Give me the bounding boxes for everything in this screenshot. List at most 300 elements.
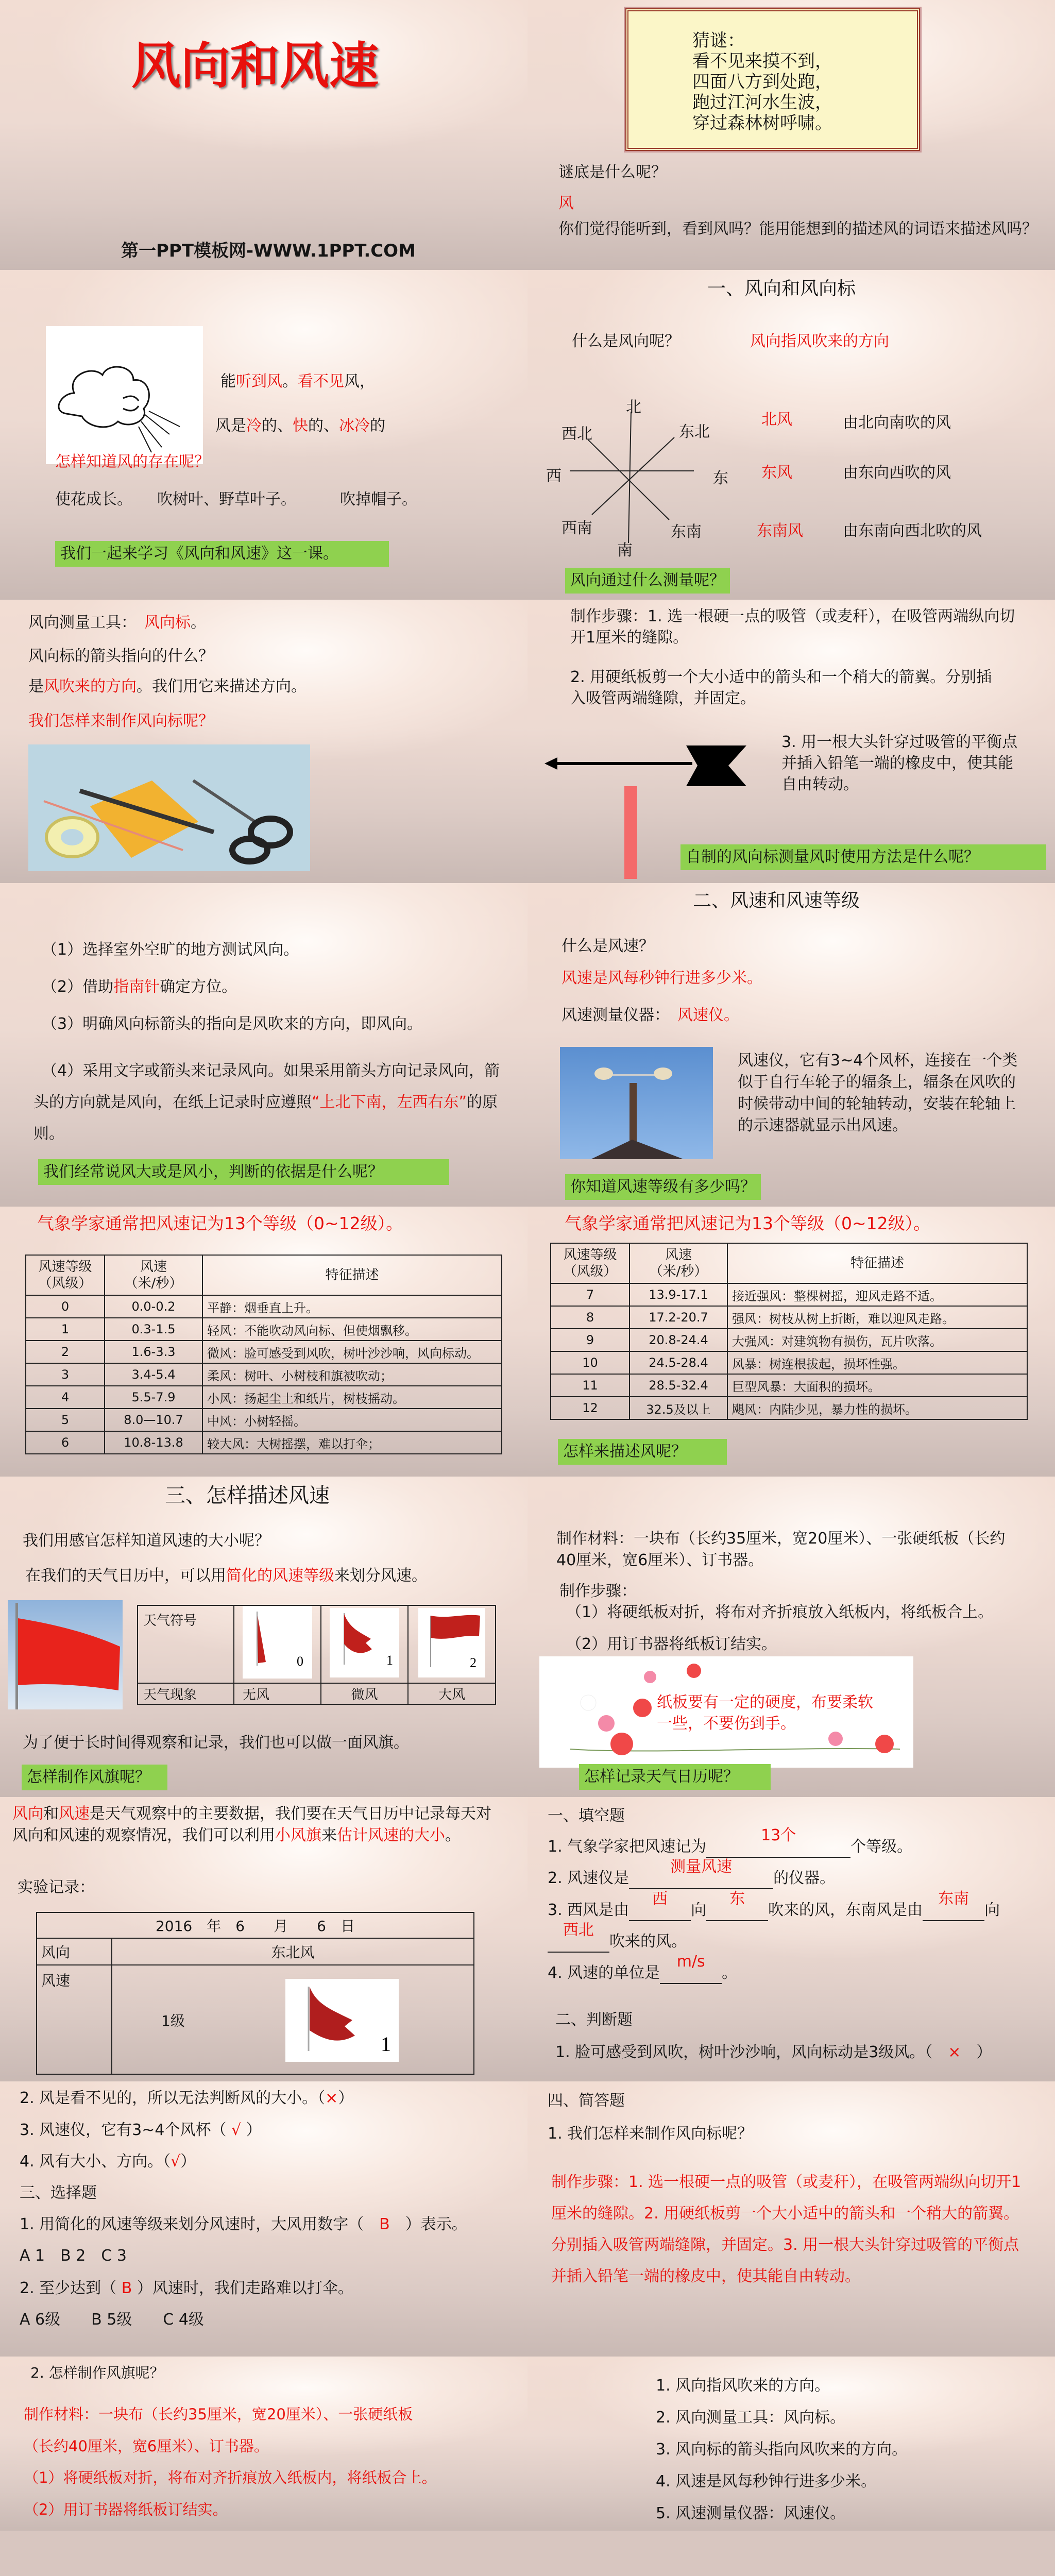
wind-scale-table xyxy=(550,1243,1028,1420)
phenomenon-label: 天气现象 xyxy=(138,1683,234,1704)
text-segment: 吹来的风，东南风是由 xyxy=(768,1901,923,1919)
direction-value: 东北风 xyxy=(112,1938,474,1965)
wind-direction-question: 什么是风向呢？ xyxy=(572,332,680,350)
wind-existence-question: 怎样知道风的存在呢？ xyxy=(55,453,210,471)
summary-item: 4. 风速是风每秒钟行进多少米。 xyxy=(656,2472,877,2490)
feature-cell: 小风：扬起尘土和纸片，树枝摇动。 xyxy=(202,1386,502,1409)
wind-cloud-illustration xyxy=(46,326,203,464)
text-segment: ） xyxy=(961,2043,992,2061)
level-name: 无风 xyxy=(234,1683,321,1704)
wind-hearing-line xyxy=(220,372,375,392)
wind-level-cell: 2 xyxy=(26,1341,105,1363)
slide-1-title[interactable] xyxy=(0,0,528,270)
short-answer-text: 制作步骤：1. 选一根硬一点的吸管（或麦秆），在吸管两端纵向切开1厘米的缝隙。2. 用硬纸板剪一个大小适中的箭头和一个稍大的箭翼。分别插入吸管两端缝隙，并固定。3. 用一根大头针穿过吸管的平衡点并插入铅笔一端的橡皮中，使其能自由转动。 xyxy=(551,2173,1022,2285)
make-step-3: 3. 用一根大头针穿过吸管的平衡点并插入铅笔一端的橡皮中，使其能自由转动。 xyxy=(781,733,1018,793)
wind-description: 由北向南吹的风 xyxy=(843,414,951,432)
compass-south: 南 xyxy=(617,541,633,560)
wind-speed-cell: 1.6-3.3 xyxy=(105,1341,202,1363)
riddle-question: 谜底是什么呢？ xyxy=(558,163,667,181)
text-segment: 风速测量仪器： xyxy=(561,1006,677,1024)
feature-cell: 风暴：树连根拔起，损坏性强。 xyxy=(727,1351,1027,1374)
summary-item: 1. 风向指风吹来的方向。 xyxy=(656,2377,830,2395)
text-segment: A 1 B 2 C 3 xyxy=(20,2247,127,2265)
wind-level-cell: 4 xyxy=(26,1386,105,1409)
calendar-callout: 怎样记录天气日历呢？ xyxy=(579,1764,771,1790)
short-answer-question: 1. 我们怎样来制作风向标呢？ xyxy=(548,2125,753,2143)
record-date xyxy=(37,1912,474,1938)
highlight-text: 估计风速的大小 xyxy=(337,1826,445,1844)
record-label: 实验记录： xyxy=(18,1878,95,1896)
blank-answer: m/s xyxy=(676,1953,705,1971)
make-step-2: 2. 用硬纸板剪一个大小适中的箭头和一个稍大的箭翼。分别插入吸管两端缝隙，并固定。 xyxy=(570,668,992,707)
wind-effect: 使花成长。 xyxy=(55,490,132,509)
highlight-text: √ xyxy=(231,2121,242,2139)
flag-strong-wind-icon xyxy=(418,1608,485,1677)
wind-speed-cell: 20.8-24.4 xyxy=(629,1329,727,1351)
wind-name: 东风 xyxy=(761,464,792,482)
highlight-text: × xyxy=(948,2043,961,2061)
flag-tip: 纸板要有一定的硬度，布要柔软一些，不要伤到手。 xyxy=(657,1693,873,1733)
text-segment: ）风速时，我们走路难以打伞。 xyxy=(132,2279,353,2297)
flag-answer-line: （1）将硬纸板对折，将布对齐折痕放入纸板内，将纸板合上。 xyxy=(24,2469,437,2486)
riddle-line: 看不见来摸不到， xyxy=(692,51,832,72)
slide-13-weather-record[interactable] xyxy=(0,1797,528,2081)
compass-rose xyxy=(528,270,1055,600)
wind-level-cell: 1 xyxy=(26,1318,105,1341)
wind-speed-cell: 13.9-17.1 xyxy=(629,1283,727,1306)
highlight-text: 冷 xyxy=(246,417,262,435)
feature-cell: 强风：树枝从树上折断，难以迎风走路。 xyxy=(727,1306,1027,1329)
exercise-line xyxy=(20,2215,467,2234)
flag-question: 2. 怎样制作风旗呢？ xyxy=(30,2364,164,2381)
wind-level-cell: 5 xyxy=(26,1409,105,1431)
text-segment: 1. 脸可感受到风吹，树叶沙沙响，风向标动是3级风。（ xyxy=(555,2043,948,2061)
text-segment: 的、 xyxy=(308,417,339,435)
highlight-text: “上北下南，左西右东” xyxy=(312,1093,467,1111)
flag-step: （1）将硬纸板对折，将布对齐折痕放入纸板内，将纸板合上。 xyxy=(566,1603,994,1621)
date-year: 2016 xyxy=(155,1918,193,1935)
answer-blank xyxy=(629,1890,691,1921)
wind-speed-definition: 风速是风每秒钟行进多少米。 xyxy=(561,969,762,987)
wind-level-cell: 10 xyxy=(551,1351,629,1374)
wind-description: 由东向西吹的风 xyxy=(843,464,951,482)
wind-level-cell: 7 xyxy=(551,1283,629,1306)
feature-cell: 巨型风暴：大面积的损坏。 xyxy=(727,1374,1027,1397)
highlight-text: B xyxy=(379,2215,390,2233)
column-header: 风速 （米/秒） xyxy=(629,1243,727,1283)
text-segment: 在我们的天气日历中，可以用 xyxy=(25,1567,226,1585)
feature-cell: 较大风：大树摇摆，难以打伞； xyxy=(202,1431,502,1454)
answer-blank xyxy=(660,1953,722,1984)
exercise-line xyxy=(20,2183,97,2203)
text-segment: 的仪器。 xyxy=(773,1869,836,1887)
wind-speed-cell: 17.2-20.7 xyxy=(629,1306,727,1329)
feature-cell: 中风：小树轻摇。 xyxy=(202,1409,502,1431)
flag-level-1-icon xyxy=(285,1979,399,2062)
wind-level-cell: 0 xyxy=(26,1295,105,1318)
highlight-text: 指南针 xyxy=(113,978,160,996)
slide-7-usage-steps[interactable] xyxy=(0,883,528,1207)
exercise-line xyxy=(20,2246,127,2266)
blank-answer: 东 xyxy=(729,1890,745,1908)
text-segment: 3. 西风是由 xyxy=(548,1901,629,1919)
level-name: 微风 xyxy=(321,1683,408,1704)
section-heading: 一、风向和风向标 xyxy=(707,278,856,299)
fill-item xyxy=(548,1858,836,1889)
highlight-text: 风速 xyxy=(59,1805,90,1823)
wind-speed-cell: 0.0-0.2 xyxy=(105,1295,202,1318)
scale-title: 气象学家通常把风速记为13个等级（0~12级）。 xyxy=(565,1213,931,1233)
highlight-text: 听到风 xyxy=(236,372,282,391)
text-segment: ） xyxy=(180,2153,196,2171)
wind-speed-cell: 10.8-13.8 xyxy=(105,1431,202,1454)
text-segment: 能 xyxy=(220,372,236,391)
feature-cell: 平静：烟垂直上升。 xyxy=(202,1295,502,1318)
highlight-text: 风吹来的方向 xyxy=(44,677,137,696)
usage-step xyxy=(42,940,299,960)
wind-scale-table xyxy=(25,1255,502,1454)
fill-item xyxy=(548,1953,738,1984)
wind-level-cell: 3 xyxy=(26,1363,105,1386)
text-segment: （2）借助 xyxy=(42,978,114,996)
highlight-text: 风向标 xyxy=(144,614,191,632)
riddle-title: 猜谜： xyxy=(692,30,745,51)
wind-speed-cell: 3.4-5.4 xyxy=(105,1363,202,1386)
date-year-unit: 年 xyxy=(207,1918,222,1935)
text-segment: （4）采用文字或箭头来记录风向。如果采用箭头方向记录风向，箭头的方向就是风向，在纸上记录时应遵照 xyxy=(33,1062,500,1111)
describe-callout: 怎样来描述风呢？ xyxy=(558,1439,727,1465)
text-segment: （3）明确风向标箭头的指向是风吹来的方向，即风向。 xyxy=(42,1015,423,1033)
fill-item xyxy=(548,1890,1000,1921)
slide-14-exercises-fill[interactable] xyxy=(528,1797,1055,2081)
table-row xyxy=(551,1351,1027,1374)
wind-vane-arrow-icon xyxy=(528,600,1055,883)
compass-west: 西 xyxy=(546,467,561,485)
column-header: 风速 （米/秒） xyxy=(105,1255,202,1295)
highlight-text: 冰冷 xyxy=(339,417,370,435)
highlight-text: 简化的风速等级 xyxy=(226,1567,334,1585)
wind-speed-cell: 28.5-32.4 xyxy=(629,1374,727,1397)
feature-cell: 柔风：树叶、小树枝和旗被吹动； xyxy=(202,1363,502,1386)
anemometer-description: 风速仪，它有3~4个风杯，连接在一个类似于自行车轮子的辐条上，辐条在风吹的时候带动中间的轮轴转动，安装在轮轴上的示速器就显示出风速。 xyxy=(738,1052,1018,1134)
table-row xyxy=(26,1363,502,1386)
flag-answer-line: 制作材料：一块布（长约35厘米，宽20厘米）、一张硬纸板 xyxy=(24,2405,413,2423)
wind-effect: 吹树叶、野草叶子。 xyxy=(157,490,296,509)
discussion-prompt: 你们觉得能听到，看到风吗？能用能想到的描述风的词语来描述风吗？ xyxy=(558,220,1037,238)
fill-item xyxy=(548,1826,913,1858)
direction-label: 风向 xyxy=(37,1938,112,1965)
compass-northwest: 西北 xyxy=(561,425,592,443)
flag-answer-line: （2）用订书器将纸板订结实。 xyxy=(24,2501,228,2518)
text-segment: 来 xyxy=(321,1826,337,1844)
steps-label: 制作步骤： xyxy=(559,1582,637,1600)
answer-blank xyxy=(548,1921,609,1953)
flag-light-wind-icon xyxy=(330,1608,399,1677)
blank-answer: 西 xyxy=(652,1890,668,1908)
feature-cell: 大强风：对建筑物有损伤，瓦片吹落。 xyxy=(727,1329,1027,1351)
judge-heading: 二、判断题 xyxy=(555,2011,633,2029)
slide-12-make-flag[interactable] xyxy=(528,1477,1055,1797)
slide-15-exercises-choice[interactable] xyxy=(0,2081,528,2357)
slide-16-short-answer[interactable] xyxy=(528,2081,1055,2357)
text-segment: 。 xyxy=(722,1964,738,1982)
blowing-cloud-icon xyxy=(46,326,203,464)
date-month-unit: 月 xyxy=(274,1918,288,1935)
wind-name: 北风 xyxy=(761,411,792,429)
table-row xyxy=(26,1409,502,1431)
answer-blank xyxy=(629,1858,773,1889)
table-header-row xyxy=(26,1255,502,1295)
flag-materials: 制作材料：一块布（长约35厘米，宽20厘米）、一张硬纸板（长约40厘米，宽6厘米）、订书器。 xyxy=(556,1530,1006,1569)
riddle-answer: 风 xyxy=(558,194,574,212)
highlight-text: 小风旗 xyxy=(275,1826,321,1844)
blank-answer: 13个 xyxy=(761,1826,796,1844)
slide-4-wind-direction[interactable] xyxy=(528,270,1055,600)
blank-answer: 东南 xyxy=(938,1890,969,1908)
highlight-text: B xyxy=(121,2279,132,2297)
date-day-unit: 日 xyxy=(341,1918,355,1935)
arrow-question: 风向标的箭头指向的什么？ xyxy=(28,647,214,665)
slide-11-describe-speed[interactable] xyxy=(0,1477,528,1797)
wind-name: 东南风 xyxy=(757,522,803,540)
summary-item: 2. 风向测量工具：风向标。 xyxy=(656,2409,846,2427)
compass-north: 北 xyxy=(626,398,641,416)
feature-cell: 轻风：不能吹动风向标、但使烟飘移。 xyxy=(202,1318,502,1341)
text-segment: ） xyxy=(338,2089,354,2107)
anemometer-photo xyxy=(560,1047,713,1159)
instrument-line xyxy=(561,1006,739,1025)
text-segment: 确定方位。 xyxy=(160,978,237,996)
table-row xyxy=(551,1329,1027,1351)
highlight-text: × xyxy=(325,2089,338,2107)
highlight-text: 快 xyxy=(293,417,308,435)
slide-9-scale-table-1[interactable] xyxy=(0,1207,528,1477)
feature-cell: 飓风：内陆少见，暴力性的损坏。 xyxy=(727,1397,1027,1419)
short-answer-heading: 四、简答题 xyxy=(548,2092,625,2110)
wind-feeling-line xyxy=(215,416,385,436)
column-header: 特征描述 xyxy=(727,1243,1027,1283)
usage-callout: 自制的风向标测量风时使用方法是什么呢？ xyxy=(680,844,1046,870)
table-row xyxy=(551,1306,1027,1329)
column-header: 特征描述 xyxy=(202,1255,502,1295)
text-segment: 来划分风速。 xyxy=(334,1567,427,1585)
lesson-callout: 我们一起来学习《风向和风速》这一课。 xyxy=(55,541,389,567)
wind-speed-cell: 24.5-28.4 xyxy=(629,1351,727,1374)
arrow-answer-line xyxy=(28,677,307,697)
simplified-scale-line xyxy=(25,1566,427,1586)
fill-heading: 一、填空题 xyxy=(548,1807,625,1825)
text-segment: 4. 风速的单位是 xyxy=(548,1964,660,1982)
date-day: 6 xyxy=(317,1918,326,1935)
materials-photo xyxy=(28,744,310,871)
text-segment: 。 xyxy=(282,372,298,391)
compass-northeast: 东北 xyxy=(679,423,710,441)
wind-speed-cell: 5.5-7.9 xyxy=(105,1386,202,1409)
levels-callout: 你知道风速等级有多少吗？ xyxy=(565,1174,761,1200)
answer-blank xyxy=(706,1890,768,1921)
feature-cell: 接近强风：整棵树摇，迎风走路不适。 xyxy=(727,1283,1027,1306)
summary-item: 3. 风向标的箭头指向风吹来的方向。 xyxy=(656,2441,908,2459)
text-segment: 1. 气象学家把风速记为 xyxy=(548,1838,707,1856)
text-segment: （1）选择室外空旷的地方测试风向。 xyxy=(42,941,299,959)
text-segment: 风， xyxy=(344,372,375,391)
weather-symbol-table xyxy=(137,1605,496,1705)
date-month: 6 xyxy=(235,1918,245,1935)
highlight-text: 看不见 xyxy=(298,372,344,391)
table-row xyxy=(26,1318,502,1341)
text-segment: ） xyxy=(241,2121,262,2139)
table-row xyxy=(551,1374,1027,1397)
riddle-line: 跑过江河水生波， xyxy=(692,92,832,113)
usage-step xyxy=(42,1014,422,1034)
slide-2-riddle[interactable] xyxy=(528,0,1055,270)
table-row xyxy=(26,1341,502,1363)
highlight-text: 风向 xyxy=(12,1805,43,1823)
wind-level-cell: 11 xyxy=(551,1374,629,1397)
usage-step xyxy=(42,977,237,997)
red-flag-photo xyxy=(8,1600,123,1709)
text-segment: 1. 用简化的风速等级来划分风速时，大风用数字（ xyxy=(20,2215,380,2233)
weather-record-table xyxy=(36,1912,474,2075)
judge-item xyxy=(555,2043,992,2062)
highlight-text: 风速仪。 xyxy=(677,1006,739,1024)
slide-18-summary[interactable] xyxy=(528,2357,1055,2531)
text-segment: 。 xyxy=(445,1826,461,1844)
answer-blank xyxy=(923,1890,984,1921)
speed-label: 风速 xyxy=(37,1965,112,2074)
table-header-row xyxy=(551,1243,1027,1283)
make-flag-callout: 怎样制作风旗呢？ xyxy=(22,1765,167,1790)
text-segment: 向 xyxy=(984,1901,1000,1919)
scale-title: 气象学家通常把风速记为13个等级（0~12级）。 xyxy=(37,1213,403,1233)
wind-speed-cell: 32.5及以上 xyxy=(629,1397,727,1419)
section-heading: 二、风速和风速等级 xyxy=(693,890,860,911)
flag-calm-icon xyxy=(243,1606,312,1679)
red-flag-image xyxy=(8,1600,123,1709)
flag-level-number: 1 xyxy=(386,1652,393,1668)
column-header: 风速等级 （风级） xyxy=(551,1243,629,1283)
table-row xyxy=(26,1431,502,1454)
judge-callout: 我们经常说风大或是风小，判断的依据是什么呢？ xyxy=(38,1159,449,1185)
slide-10-scale-table-2[interactable] xyxy=(528,1207,1055,1477)
text-segment: 3. 风速仪，它有3~4个风杯（ xyxy=(20,2121,232,2139)
lesson-title: 风向和风速 xyxy=(131,37,379,95)
flag-answer-line: （长约40厘米，宽6厘米）、订书器。 xyxy=(24,2437,269,2455)
wind-level-cell: 9 xyxy=(551,1329,629,1351)
text-segment: A 6级 B 5级 C 4级 xyxy=(20,2311,204,2329)
wind-level-cell: 6 xyxy=(26,1431,105,1454)
text-segment: 2. 至少达到（ xyxy=(20,2279,122,2297)
wind-level-cell: 12 xyxy=(551,1397,629,1419)
measure-callout: 风向通过什么测量呢？ xyxy=(565,568,730,594)
text-segment: 的原则。 xyxy=(33,1093,498,1143)
exercise-line xyxy=(20,2152,196,2172)
text-segment: 风向测量工具： xyxy=(28,614,144,632)
make-step-1: 制作步骤：1. 选一根硬一点的吸管（或麦秆），在吸管两端纵向切开1厘米的缝隙。 xyxy=(570,607,1015,647)
wind-speed-cell: 0.3-1.5 xyxy=(105,1318,202,1341)
compass-southwest: 西南 xyxy=(561,519,592,537)
text-segment: 风是 xyxy=(215,417,246,435)
text-segment: 4. 风有大小、方向。（ xyxy=(20,2153,171,2171)
highlight-text: √ xyxy=(171,2153,181,2171)
flag-level-number: 1 xyxy=(381,2032,391,2056)
flag-level-number: 0 xyxy=(297,1654,303,1669)
wind-direction-definition: 风向指风吹来的方向 xyxy=(750,332,889,350)
speed-value: 1级 xyxy=(161,2012,185,2029)
senses-question: 我们用感官怎样知道风速的大小呢？ xyxy=(23,1532,270,1550)
exercise-line xyxy=(20,2089,353,2108)
symbol-label: 天气符号 xyxy=(138,1605,234,1683)
text-segment: 的、 xyxy=(262,417,293,435)
wind-level-cell: 8 xyxy=(551,1306,629,1329)
text-segment: 是天气观察中的主要数据，我们要在天气日历中记录每天对风向和风速的观察情况，我们可以利用 xyxy=(12,1805,491,1844)
blank-answer: 西北 xyxy=(563,1921,594,1939)
text-segment: 。 xyxy=(191,614,206,632)
table-row xyxy=(551,1283,1027,1306)
flag-level-number: 2 xyxy=(470,1655,477,1670)
text-segment: 三、选择题 xyxy=(20,2184,97,2202)
scissors-pencil-tape-image xyxy=(28,744,310,871)
text-segment: 2. 风是看不见的，所以无法判断风的大小。（ xyxy=(20,2089,326,2107)
slide-8-wind-speed[interactable] xyxy=(528,883,1055,1207)
text-segment: 。我们用它来描述方向。 xyxy=(137,677,307,696)
riddle-line: 穿过森林树呼啸。 xyxy=(692,113,832,133)
table-row xyxy=(551,1397,1027,1419)
level-name: 大风 xyxy=(408,1683,496,1704)
exercise-line xyxy=(20,2279,353,2298)
usage-step xyxy=(33,1055,507,1149)
wind-effect: 吹掉帽子。 xyxy=(340,490,417,509)
flag-step: （2）用订书器将纸板订结实。 xyxy=(566,1635,777,1653)
text-segment: 吹来的风。 xyxy=(609,1933,687,1951)
text-segment: 的 xyxy=(370,417,385,435)
make-vane-question: 我们怎样来制作风向标呢？ xyxy=(28,712,214,730)
compass-southeast: 东南 xyxy=(671,523,702,541)
table-row xyxy=(26,1386,502,1409)
site-subtitle: 第一PPT模板网-WWW.1PPT.COM xyxy=(121,241,416,261)
slide-3-feel-wind[interactable] xyxy=(0,270,528,600)
wind-speed-cell: 8.0—10.7 xyxy=(105,1409,202,1431)
summary-item: 5. 风速测量仪器：风速仪。 xyxy=(656,2504,846,2522)
text-segment: 向 xyxy=(691,1901,707,1919)
table-row xyxy=(26,1295,502,1318)
exercise-line xyxy=(20,2121,262,2140)
anemometer-image xyxy=(560,1047,713,1159)
text-segment: 是 xyxy=(28,677,44,696)
column-header: 风速等级 （风级） xyxy=(26,1255,105,1295)
answer-blank xyxy=(706,1826,850,1858)
slide-17-flag-answer[interactable] xyxy=(0,2357,528,2531)
exercise-line xyxy=(20,2310,204,2330)
compass-east: 东 xyxy=(713,469,728,487)
observation-paragraph xyxy=(12,1803,491,1846)
riddle-line: 四面八方到处跑， xyxy=(692,72,832,92)
slide-5-wind-vane[interactable] xyxy=(0,600,528,883)
text-segment: ）表示。 xyxy=(389,2215,467,2233)
text-segment: 2. 风速仪是 xyxy=(548,1869,629,1887)
blank-answer: 测量风速 xyxy=(670,1858,733,1876)
measuring-tool-line xyxy=(28,613,206,633)
text-segment: 个等级。 xyxy=(850,1838,913,1856)
text-segment: 和 xyxy=(43,1805,59,1823)
slide-6-make-vane[interactable] xyxy=(528,600,1055,883)
feature-cell: 微风：脸可感受到风吹，树叶沙沙响，风向标动。 xyxy=(202,1341,502,1363)
section-heading: 三、怎样描述风速 xyxy=(165,1484,330,1507)
wind-speed-question: 什么是风速？ xyxy=(561,937,654,955)
wind-description: 由东南向西北吹的风 xyxy=(843,522,982,540)
fill-item xyxy=(548,1921,687,1953)
flag-note: 为了便于长时间得观察和记录，我们也可以做一面风旗。 xyxy=(23,1734,409,1752)
